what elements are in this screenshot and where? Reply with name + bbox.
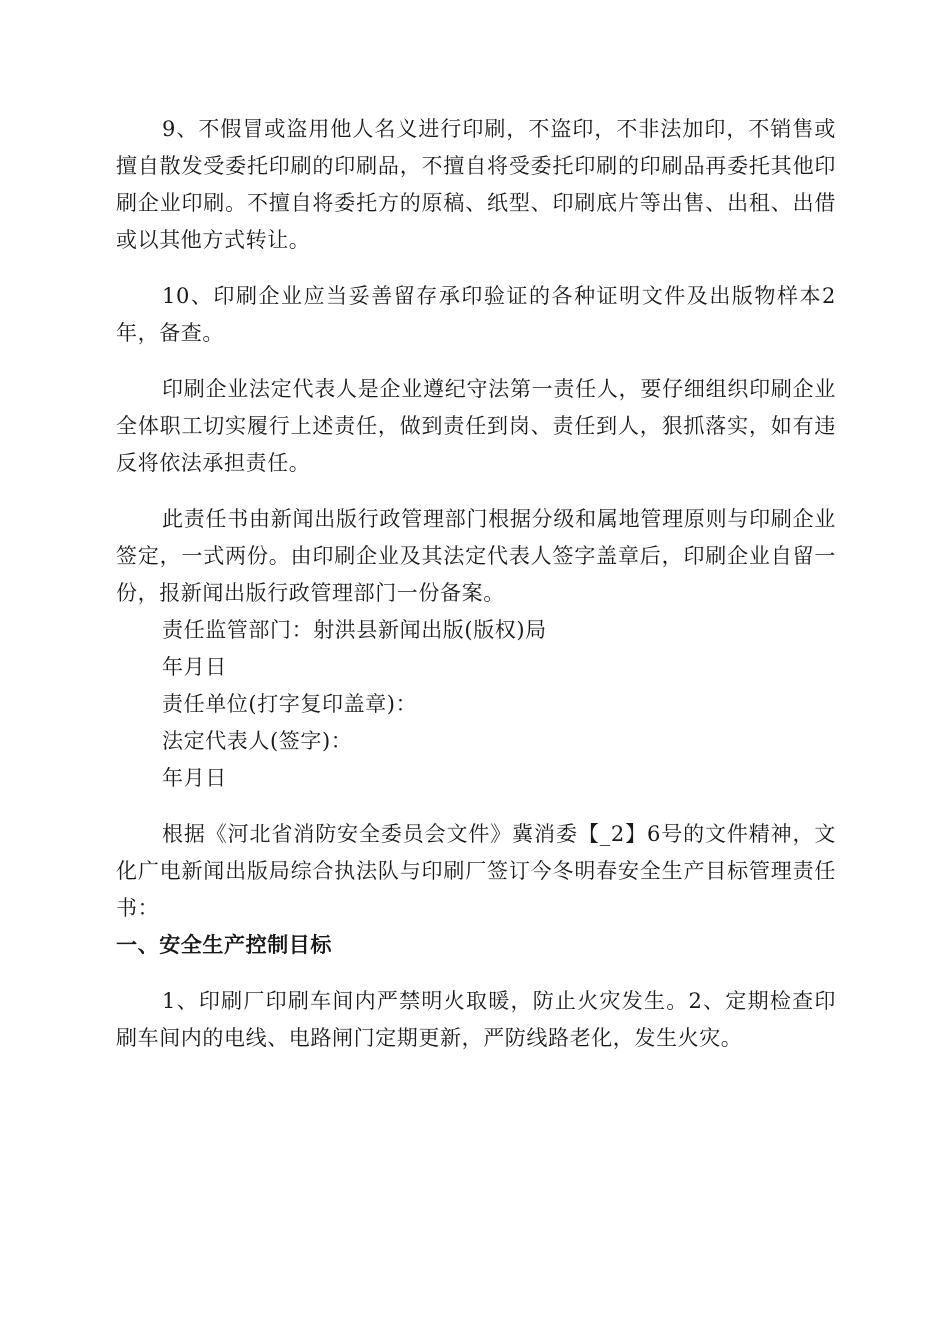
paragraph-legal-representative: 印刷企业法定代表人是企业遵纪守法第一责任人，要仔细组织印刷企业全体职工切实履行上述责任，做到责任到岗、责任到人，狠抓落实，如有违反将依法承担责任。 xyxy=(116,377,836,475)
paragraph-signing: 此责任书由新闻出版行政管理部门根据分级和属地管理原则与印刷企业签定，一式两份。由印刷企业及其法定代表人签字盖章后，印刷企业自留一份，报新闻出版行政管理部门一份备案。 xyxy=(116,507,836,605)
paragraph-basis: 根据《河北省消防安全委员会文件》冀消委【_2】6号的文件精神，文化广电新闻出版局综合执法队与印刷厂签订今冬明春安全生产目标管理责任书： xyxy=(116,822,836,920)
paragraph-item-9: 9、不假冒或盗用他人名义进行印刷，不盗印，不非法加印，不销售或擅自散发受委托印刷的印刷品，不擅自将受委托印刷的印刷品再委托其他印刷企业印刷。不擅自将委托方的原稿、纸型、印刷底片等出售、出租、出借或以其他方式转让。 xyxy=(116,117,836,252)
paragraph-item-10: 10、印刷企业应当妥善留存承印验证的各种证明文件及出版物样本2年，备查。 xyxy=(116,284,836,345)
section-heading: 一、安全生产控制目标 xyxy=(116,933,332,957)
document-body xyxy=(116,111,836,1057)
date-line-2: 年月日 xyxy=(162,766,227,790)
date-line-1: 年月日 xyxy=(162,655,227,679)
paragraph-control-items: 1、印刷厂印刷车间内严禁明火取暖，防止火灾发生。2、定期检查印刷车间内的电线、电路闸门定期更新，严防线路老化，发生火灾。 xyxy=(116,989,836,1050)
responsible-unit-line: 责任单位(打字复印盖章)： xyxy=(162,692,418,716)
legal-representative-line: 法定代表人(签字)： xyxy=(162,729,353,753)
supervisor-line: 责任监管部门：射洪县新闻出版(版权)局 xyxy=(162,618,547,642)
